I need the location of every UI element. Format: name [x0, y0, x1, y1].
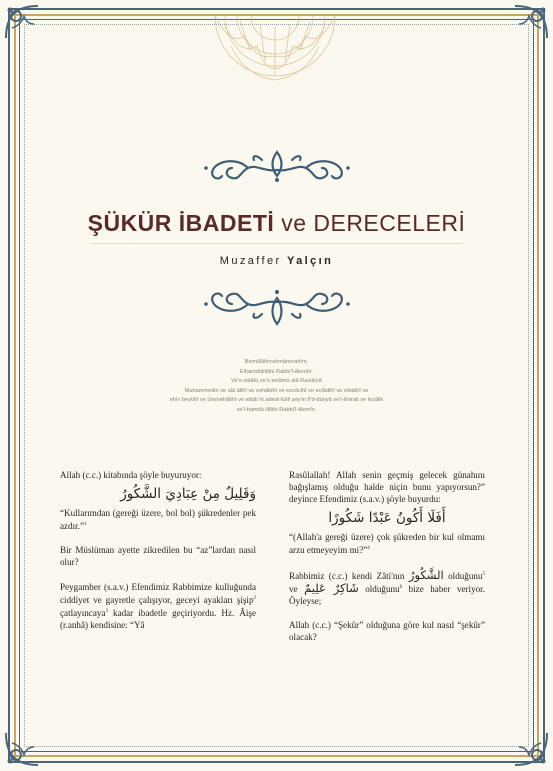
paragraph: Allah (c.c.) “Şekûr” olduğuna göre kul nasıl “şekûr” olacak? [289, 619, 485, 642]
arabic-verse: وَقَلِيلٌ مِنْ عِبَادِيَ الشَّكُورُ [120, 486, 256, 503]
basmala-line: ehl-i beytihî ve ümmehâtihî ve etbâi hi adedi külli şey'in fî'd-dünyâ ve'l-âhirati ve lezâlik [169, 397, 384, 404]
footnote-ref: 2 [253, 595, 256, 601]
paragraph: Allah (c.c.) kitabında şöyle buyuruyor: [60, 470, 202, 480]
title-divider [90, 243, 463, 244]
footnote-ref: 1 [83, 522, 87, 528]
basmala-line: Elhamdülillâhi Rabbi'l-âlemîn. [239, 368, 314, 375]
author-last-name: Yalçın [287, 255, 334, 267]
text: Rabbimiz (c.c.) kendi Zâti'nın [289, 570, 409, 581]
author [0, 255, 553, 267]
basmala-block [80, 358, 473, 416]
text: olduğunu [358, 583, 400, 594]
corner-ornament-icon [2, 729, 42, 769]
paragraph: Bir Müslüman ayette zikredilen bu “az”lardan nasıl olur? [60, 545, 256, 568]
footnote-ref: 4 [367, 546, 370, 552]
paragraph [60, 507, 256, 532]
left-column [60, 469, 256, 631]
author-first-name: Muzaffer [219, 255, 282, 267]
title-regular: ve DERECELERİ [281, 210, 466, 236]
text: kadar ibadetle geçiriyordu. Hz. Âişe (r.anhâ) kendisine: “Yâ [60, 607, 256, 630]
paragraph [60, 581, 256, 631]
arabic-inline: الشَّكُورُ [408, 567, 444, 582]
basmala-line: Bismillâhirrahmânirrahîm. [244, 359, 309, 365]
arabic-inline: شَاكِرٌ عَلِيمٌ [304, 580, 359, 595]
mandala-ornament-icon [195, 16, 355, 82]
corner-ornament-icon [511, 2, 551, 42]
text: çatlayıncaya [60, 607, 106, 618]
quote-text: “(Allah'a gereği üzere) çok şükreden bir kul olmamı arzu etmeyeyim mi?” [289, 532, 485, 556]
title-bold: ŞÜKÜR İBADETİ [87, 210, 275, 236]
footnote-ref: 6 [399, 584, 403, 590]
basmala-line: Ve's-salâtü ve's-selâmü alâ Rasûlinâ [231, 378, 322, 385]
scroll-ornament-icon [196, 284, 358, 330]
right-column [289, 469, 485, 643]
paragraph [289, 569, 485, 607]
text: olduğunu [443, 570, 483, 581]
paragraph [289, 531, 485, 556]
corner-ornament-icon [511, 729, 551, 769]
arabic-verse: أَفَلَا أَكُونُ عَبْدًا شَكُورًا [328, 510, 446, 527]
basmala-line: Muhammedin ve alâ âlihî ve eshâbihî ve ezvâcihî ve evlâdihî ve etbâihî ve [184, 387, 369, 394]
text: ve [289, 583, 305, 594]
page-title [0, 210, 553, 237]
paragraph: Rasûlallah! Allah senin geçmiş gelecek günahını bağışlamış olduğu halde niçin bunu yapıyorsun?” deyince Efendimiz (s.a.v.) şöyle buyurdu: [289, 470, 485, 505]
text: bize haber veriyor. Öyleyse; [289, 583, 485, 606]
corner-ornament-icon [2, 2, 42, 42]
footnote-ref: 5 [482, 571, 485, 577]
text: Peygamber (s.a.v.) Efendimiz Rabbimize kulluğunda ciddiyet ve gayretle çalışıyor, geceyi ayakları şişip [60, 581, 256, 605]
scroll-ornament-icon [196, 146, 358, 186]
footnote-ref: 3 [105, 608, 108, 614]
quote-text: “Kullarımdan (gereği üzere, bol bol) şükredenler pek azdır.” [60, 508, 256, 532]
basmala-line: ve'l-hamdü lillâhi Rabbi'l-âlemîn. [236, 406, 317, 413]
